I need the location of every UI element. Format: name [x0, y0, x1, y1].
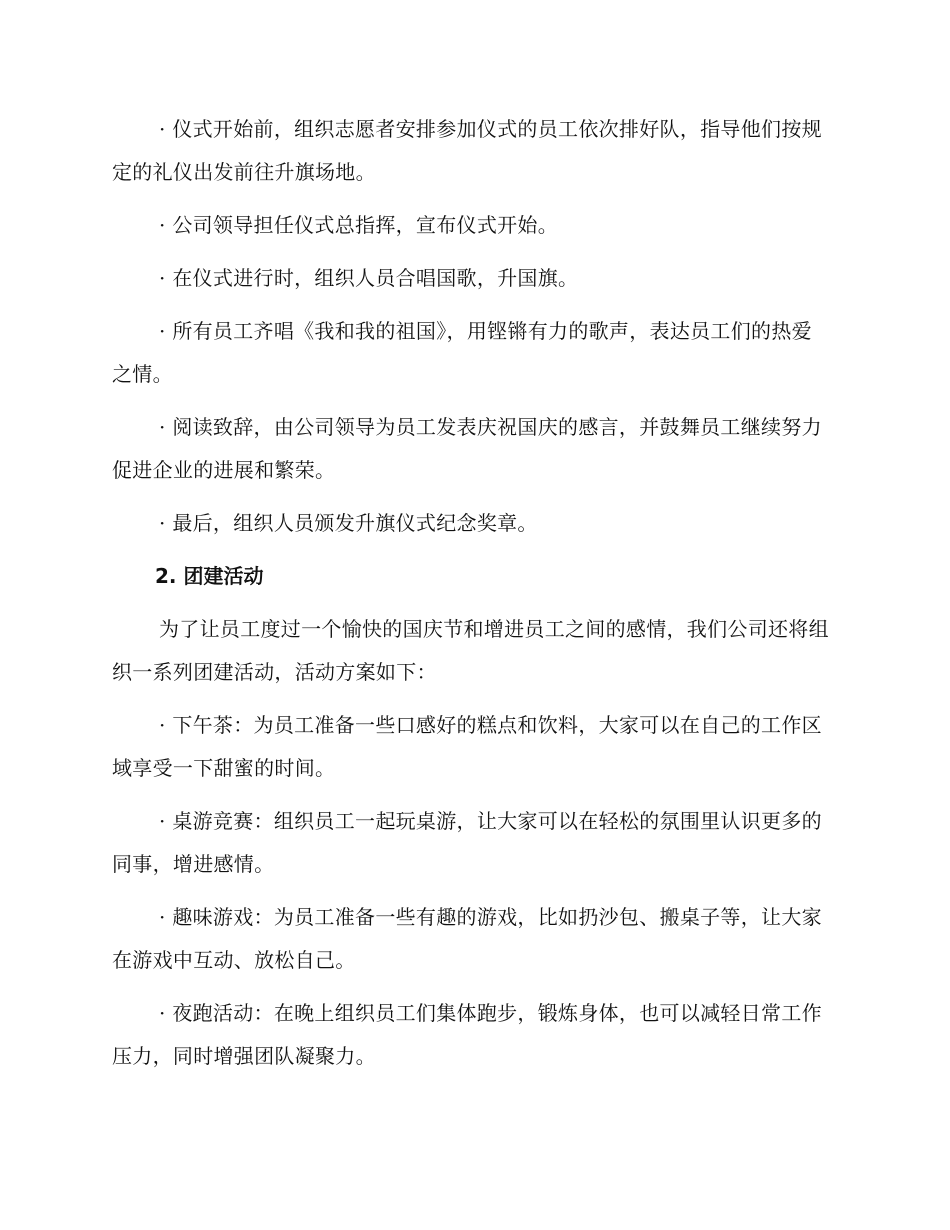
bullet-night-run: · 夜跑活动：在晚上组织员工们集体跑步，锻炼身体，也可以减轻日常工作压力，同时增强团队凝聚力。: [112, 1001, 822, 1068]
bullet-commander: · 公司领导担任仪式总指挥，宣布仪式开始。: [159, 213, 559, 237]
bullet-medals: · 最后，组织人员颁发升旗仪式纪念奖章。: [159, 511, 538, 535]
intro-paragraph: 为了让员工度过一个愉快的国庆节和增进员工之间的感情，我们公司还将组织一系列团建活动，活动方案如下：: [112, 617, 829, 684]
bullet-speech: · 阅读致辞，由公司领导为员工发表庆祝国庆的感言，并鼓舞员工继续努力促进企业的进展和繁荣。: [112, 415, 822, 482]
bullet-lineup: · 仪式开始前，组织志愿者安排参加仪式的员工依次排好队，指导他们按规定的礼仪出发前往升旗场地。: [112, 117, 822, 184]
bullet-anthem: · 在仪式进行时，组织人员合唱国歌，升国旗。: [159, 266, 579, 290]
bullet-afternoon-tea: · 下午茶：为员工准备一些口感好的糕点和饮料，大家可以在自己的工作区域享受一下甜蜜的时间。: [112, 713, 822, 780]
document-page: [112, 108, 830, 1088]
bullet-board-games: · 桌游竞赛：组织员工一起玩桌游，让大家可以在轻松的氛围里认识更多的同事，增进感情。: [112, 809, 822, 876]
bullet-song: · 所有员工齐唱《我和我的祖国》，用铿锵有力的歌声，表达员工们的热爱之情。: [112, 319, 812, 386]
section-heading: 2. 团建活动: [155, 564, 264, 588]
bullet-fun-games: · 趣味游戏：为员工准备一些有趣的游戏，比如扔沙包、搬桌子等，让大家在游戏中互动、放松自己。: [112, 905, 822, 972]
